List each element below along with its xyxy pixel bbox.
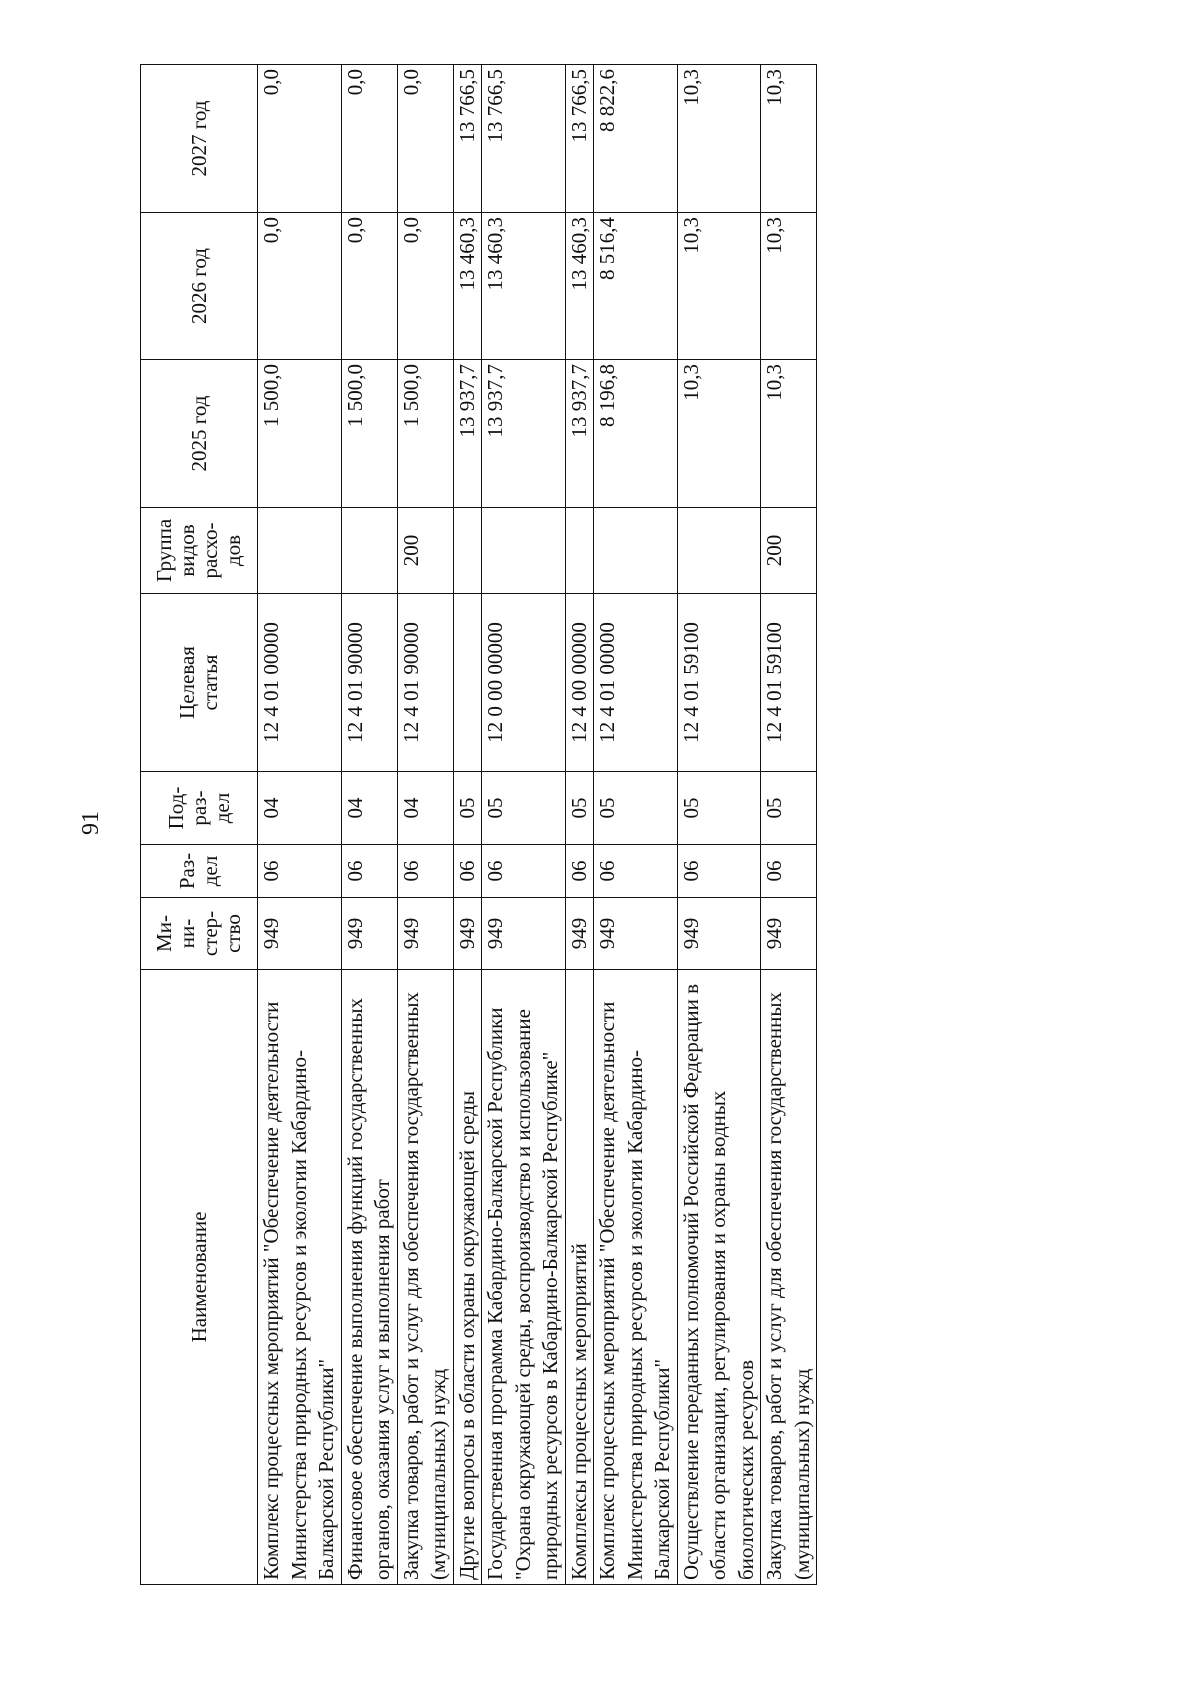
cell-2025: 13 937,7 (482, 360, 566, 508)
table-row (482, 65, 566, 1585)
page-number: 91 (78, 811, 104, 835)
cell-target: 12 4 01 90000 (397, 594, 453, 772)
cell-ministry: 949 (341, 898, 397, 970)
cell-name: Государственная программа Кабардино-Балкарской Республики "Охрана окружающей среды, воспроизводство и использование природных ресурсов в Кабардино-Балкарской Республике" (482, 970, 566, 1585)
table-row (258, 65, 342, 1585)
cell-name: Другие вопросы в области охраны окружающей среды (453, 970, 482, 1585)
cell-section: 06 (594, 845, 678, 898)
cell-2026: 13 460,3 (482, 213, 566, 360)
cell-name: Комплексы процессных мероприятий (565, 970, 594, 1585)
cell-name: Финансовое обеспечение выполнения функций государственных органов, оказания услуг и выполнения работ (341, 970, 397, 1585)
header-subsection (141, 772, 258, 845)
cell-2026: 0,0 (258, 213, 342, 360)
table-row (397, 65, 453, 1585)
header-2025 (141, 360, 258, 508)
cell-section: 06 (258, 845, 342, 898)
cell-2025: 1 500,0 (341, 360, 397, 508)
table-row (565, 65, 594, 1585)
table-header-row (141, 65, 258, 1585)
cell-section: 06 (341, 845, 397, 898)
cell-subsection: 04 (258, 772, 342, 845)
cell-2027: 10,3 (677, 65, 761, 213)
cell-2026: 13 460,3 (565, 213, 594, 360)
cell-2025: 1 500,0 (397, 360, 453, 508)
cell-2027: 13 766,5 (453, 65, 482, 213)
header-name (141, 970, 258, 1585)
cell-subsection: 05 (761, 772, 817, 845)
cell-section: 06 (397, 845, 453, 898)
cell-2026: 13 460,3 (453, 213, 482, 360)
cell-2026: 0,0 (397, 213, 453, 360)
cell-section: 06 (677, 845, 761, 898)
cell-2027: 0,0 (341, 65, 397, 213)
rotated-page-content (140, 65, 1140, 1585)
header-ministry (141, 898, 258, 970)
cell-name: Комплекс процессных мероприятий "Обеспечение деятельности Министерства природных ресурсов и экологии Кабардино-Балкарской Республики" (594, 970, 678, 1585)
cell-2025: 13 937,7 (565, 360, 594, 508)
cell-subsection: 05 (677, 772, 761, 845)
header-name-label: Наименование (186, 1211, 211, 1343)
cell-group (482, 508, 566, 594)
cell-group: 200 (761, 508, 817, 594)
cell-2026: 10,3 (677, 213, 761, 360)
header-group-label: Группа видов расхо- дов (152, 518, 245, 583)
cell-2027: 13 766,5 (482, 65, 566, 213)
cell-2027: 8 822,6 (594, 65, 678, 213)
cell-name: Закупка товаров, работ и услуг для обеспечения государственных (муниципальных) нужд (397, 970, 453, 1585)
cell-2025: 13 937,7 (453, 360, 482, 508)
cell-subsection: 05 (453, 772, 482, 845)
header-2026 (141, 213, 258, 360)
header-2025-label: 2025 год (186, 395, 211, 472)
cell-section: 06 (453, 845, 482, 898)
cell-ministry: 949 (565, 898, 594, 970)
header-target (141, 594, 258, 772)
cell-subsection: 05 (565, 772, 594, 845)
cell-ministry: 949 (397, 898, 453, 970)
cell-2026: 10,3 (761, 213, 817, 360)
cell-subsection: 05 (594, 772, 678, 845)
cell-subsection: 04 (397, 772, 453, 845)
cell-2025: 10,3 (677, 360, 761, 508)
cell-2027: 13 766,5 (565, 65, 594, 213)
header-section (141, 845, 258, 898)
table-row (453, 65, 482, 1585)
cell-section: 06 (565, 845, 594, 898)
cell-subsection: 05 (482, 772, 566, 845)
header-subsection-label: Под- раз- дел (163, 786, 234, 830)
header-2027 (141, 65, 258, 213)
header-section-label: Раз- дел (175, 852, 222, 890)
cell-target: 12 4 01 59100 (761, 594, 817, 772)
cell-target: 12 0 00 00000 (482, 594, 566, 772)
table-row (341, 65, 397, 1585)
header-target-label: Целевая статья (175, 646, 222, 719)
cell-target: 12 4 01 59100 (677, 594, 761, 772)
budget-table (140, 64, 817, 1585)
cell-target: 12 4 00 00000 (565, 594, 594, 772)
cell-2026: 8 516,4 (594, 213, 678, 360)
cell-name: Комплекс процессных мероприятий "Обеспечение деятельности Министерства природных ресурсов и экологии Кабардино-Балкарской Республики" (258, 970, 342, 1585)
cell-ministry: 949 (677, 898, 761, 970)
table-row (761, 65, 817, 1585)
cell-ministry: 949 (258, 898, 342, 970)
cell-2027: 10,3 (761, 65, 817, 213)
header-2026-label: 2026 год (186, 248, 211, 324)
cell-section: 06 (761, 845, 817, 898)
cell-group (258, 508, 342, 594)
cell-group: 200 (397, 508, 453, 594)
cell-ministry: 949 (482, 898, 566, 970)
cell-2027: 0,0 (258, 65, 342, 213)
header-2027-label: 2027 год (186, 100, 211, 177)
table-row (594, 65, 678, 1585)
cell-group (677, 508, 761, 594)
header-ministry-label: Ми- ни- стер- ство (152, 910, 245, 957)
cell-target: 12 4 01 00000 (594, 594, 678, 772)
table-row (677, 65, 761, 1585)
cell-group (594, 508, 678, 594)
cell-group (341, 508, 397, 594)
cell-group (453, 508, 482, 594)
cell-section: 06 (482, 845, 566, 898)
cell-subsection: 04 (341, 772, 397, 845)
cell-2026: 0,0 (341, 213, 397, 360)
cell-2025: 8 196,8 (594, 360, 678, 508)
cell-2027: 0,0 (397, 65, 453, 213)
cell-target: 12 4 01 00000 (258, 594, 342, 772)
cell-target (453, 594, 482, 772)
cell-group (565, 508, 594, 594)
header-group (141, 508, 258, 594)
cell-target: 12 4 01 90000 (341, 594, 397, 772)
cell-name: Осуществление переданных полномочий Российской Федерации в области организации, регулирования и охраны водных биологических ресурсов (677, 970, 761, 1585)
cell-ministry: 949 (594, 898, 678, 970)
cell-ministry: 949 (453, 898, 482, 970)
cell-2025: 10,3 (761, 360, 817, 508)
cell-2025: 1 500,0 (258, 360, 342, 508)
cell-ministry: 949 (761, 898, 817, 970)
cell-name: Закупка товаров, работ и услуг для обеспечения государственных (муниципальных) нужд (761, 970, 817, 1585)
